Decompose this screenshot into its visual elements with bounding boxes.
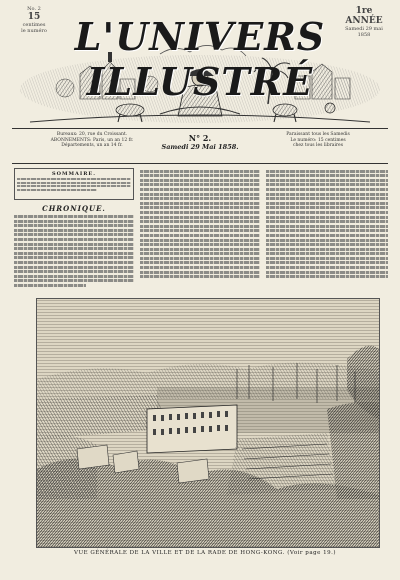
column-left — [14, 168, 134, 292]
masthead — [10, 4, 390, 126]
price-note: le numéro — [21, 28, 47, 34]
publication-price: Le numéro: 15 centimes — [290, 137, 346, 143]
harbor-illustration — [37, 299, 379, 547]
publication-sellers: chez tous les libraires — [292, 143, 344, 148]
publication-info — [258, 132, 378, 149]
masthead-title: L'UNIVERS ILLUSTRÉ — [74, 14, 326, 104]
engraving-caption: VUE GÉNÉRALE DE LA VILLE ET DE LA RADE DE HONG-KONG. (Voir page 19.) — [73, 550, 337, 556]
subscription-info — [32, 132, 152, 149]
corner-year: 1858 — [357, 32, 371, 38]
hong-kong-engraving — [36, 298, 380, 548]
issue-block — [152, 133, 248, 151]
right-text — [266, 170, 388, 279]
issue-date: Samedi 29 Mai 1858. — [161, 143, 239, 151]
year-label: 1re ANNÉE — [345, 6, 383, 26]
subscription-departments: Départements, un an 14 fr. — [61, 143, 123, 148]
chronicle-text — [14, 215, 134, 287]
summary-title: SOMMAIRE. — [52, 171, 96, 177]
price-unit: centimes — [22, 22, 46, 28]
summary-box — [14, 168, 134, 200]
issue-label: No. 2 — [27, 6, 41, 12]
subscription-paris: ABONNEMENTS: Paris, un an 12 fr. — [50, 137, 134, 143]
summary-text — [17, 178, 131, 190]
info-bar — [12, 128, 388, 164]
office-address: Bureaux: 20, rue du Croissant. — [56, 132, 128, 137]
column-right — [266, 168, 388, 292]
chronicle-title: CHRONIQUE. — [42, 204, 106, 213]
corner-date: Samedi 29 mai — [345, 26, 383, 32]
price-value: 15 — [27, 12, 41, 22]
issue-number: N° 2. — [188, 133, 212, 143]
publication-frequency: Paraissant tous les Samedis — [286, 132, 350, 137]
center-text — [140, 170, 260, 279]
column-center — [140, 168, 260, 292]
